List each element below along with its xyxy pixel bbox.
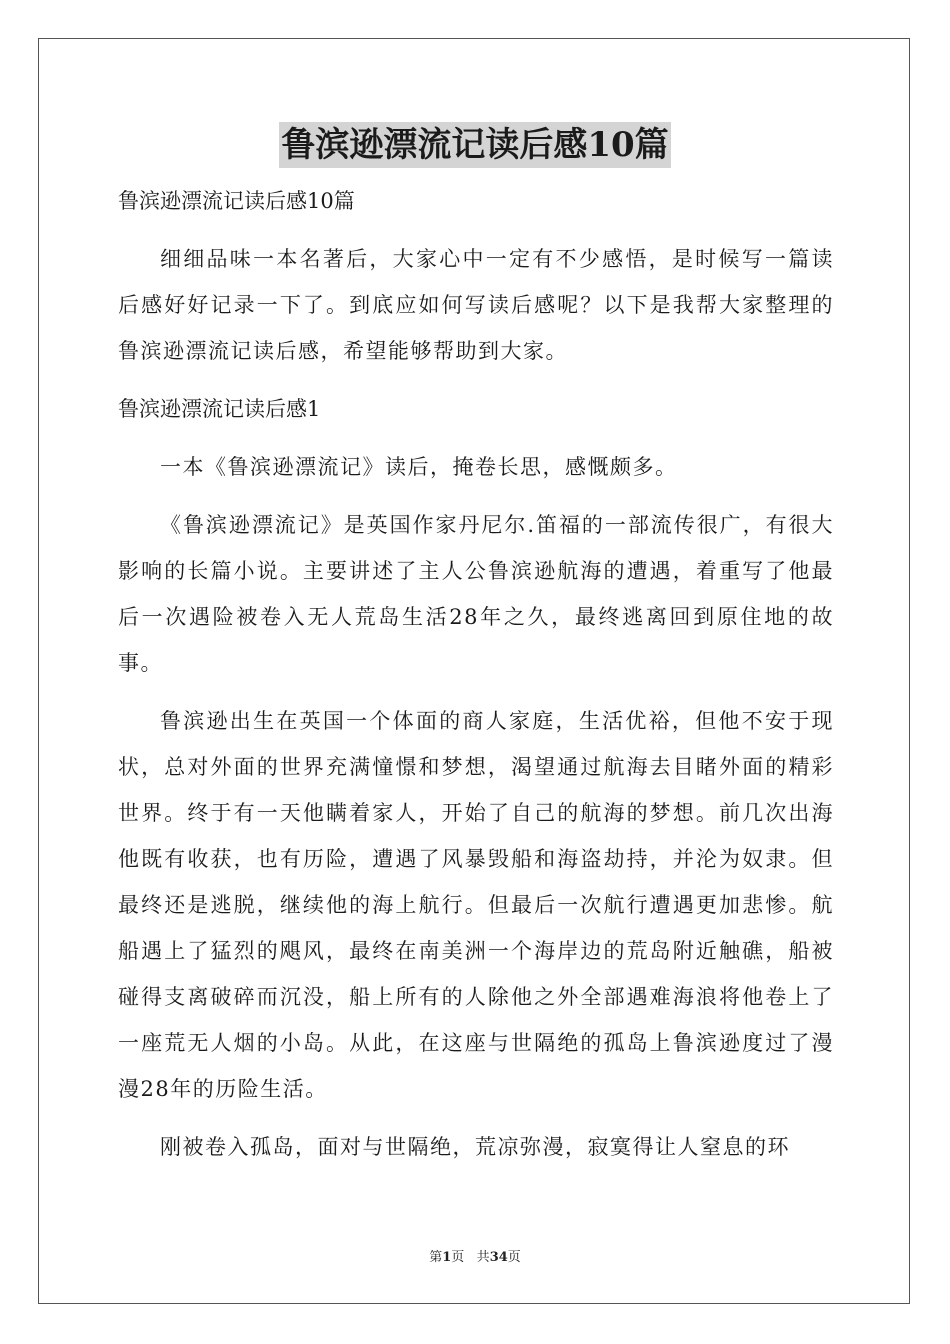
total-suffix: 页 [507,1250,521,1265]
section-heading: 鲁滨逊漂流记读后感1 [118,397,321,421]
document-title: 鲁滨逊漂流记读后感10篇 [279,122,670,168]
document-body [118,178,834,1182]
page-suffix: 页 [451,1250,465,1265]
page-number: 1 [442,1250,452,1265]
body-paragraph: 鲁滨逊出生在英国一个体面的商人家庭，生活优裕，但他不安于现状，总对外面的世界充满憧憬和梦想，渴望通过航海去目睹外面的精彩世界。终于有一天他瞒着家人，开始了自己的航海的梦想。前几次出海他既有收获，也有历险，遭遇了风暴毁船和海盗劫持，并沦为奴隶。但最终还是逃脱，继续他的海上航行。但最后一次航行遭遇更加悲惨。航船遇上了猛烈的飓风，最终在南美洲一个海岸边的荒岛附近触礁，船被碰得支离破碎而沉没，船上所有的人除他之外全部遇难海浪将他卷上了一座荒无人烟的小岛。从此，在这座与世隔绝的孤岛上鲁滨逊度过了漫漫28年的历险生活。 [118,709,834,1101]
body-paragraph: 刚被卷入孤岛，面对与世隔绝，荒凉弥漫，寂寞得让人窒息的环 [160,1135,790,1159]
title-container [0,122,950,168]
total-prefix: 共 [476,1250,490,1265]
page-prefix: 第 [429,1250,443,1265]
total-pages: 34 [489,1250,508,1265]
document-subtitle: 鲁滨逊漂流记读后感10篇 [118,189,355,213]
body-paragraph: 一本《鲁滨逊漂流记》读后，掩卷长思，感慨颇多。 [160,455,678,479]
page-footer [0,1246,950,1265]
intro-paragraph: 细细品味一本名著后，大家心中一定有不少感悟，是时候写一篇读后感好好记录一下了。到底应如何写读后感呢？以下是我帮大家整理的鲁滨逊漂流记读后感，希望能够帮助到大家。 [118,247,834,363]
body-paragraph: 《鲁滨逊漂流记》是英国作家丹尼尔.笛福的一部流传很广，有很大影响的长篇小说。主要讲述了主人公鲁滨逊航海的遭遇，着重写了他最后一次遇险被卷入无人荒岛生活28年之久，最终逃离回到原住地的故事。 [118,513,834,675]
